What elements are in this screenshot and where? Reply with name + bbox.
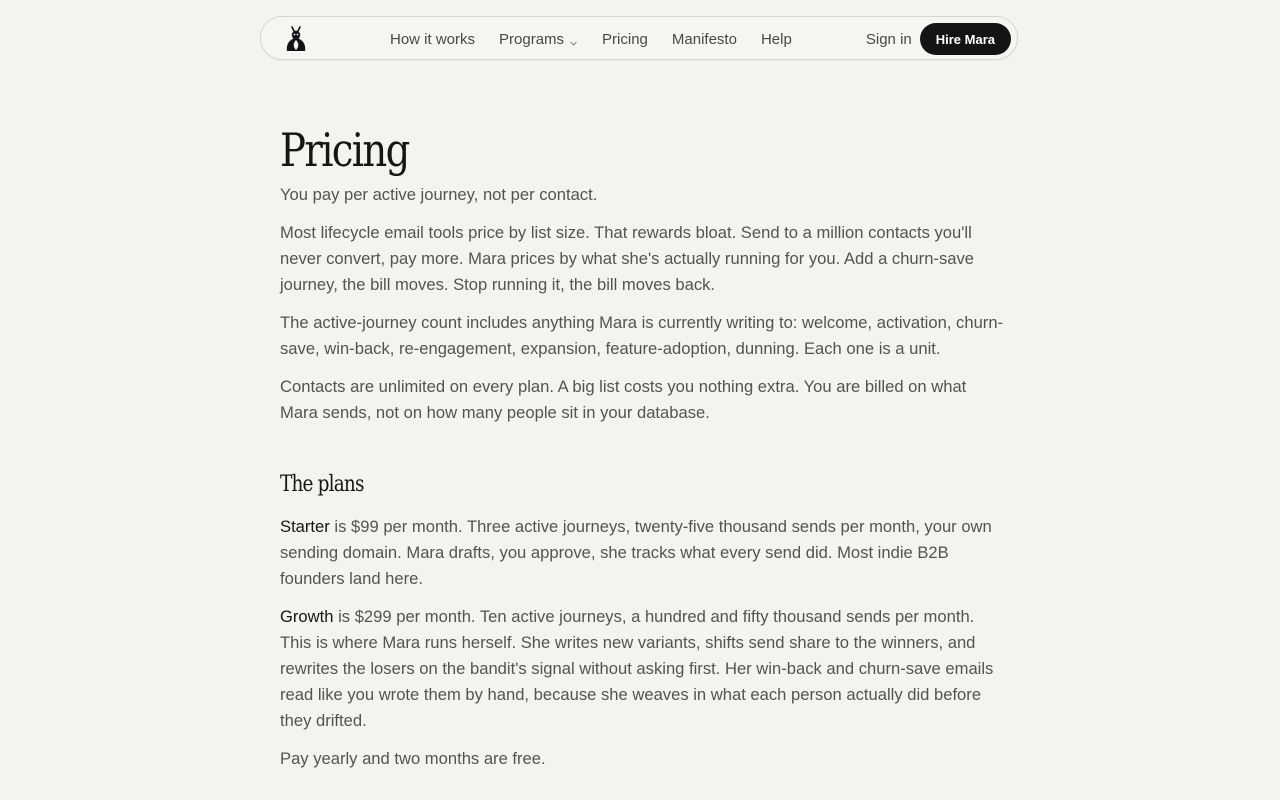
page-title: Pricing <box>280 123 409 177</box>
pricing-content <box>280 118 1004 784</box>
plan-growth-text: is $299 per month. Ten active journeys, a hundred and fifty thousand sends per month. This is where Mara runs herself. She writes new variants, shifts send share to the winners, and rewrites the losers on the bandit's signal without asking first. Her win-back and churn-save emails read like you wrote them by hand, because she weaves in what each person actually did before they drifted. <box>280 607 994 730</box>
page-subtitle: You pay per active journey, not per contact. <box>280 185 598 204</box>
nav-link-help[interactable]: Help <box>760 30 792 48</box>
intro-paragraph-1: Most lifecycle email tools price by list size. That rewards bloat. Send to a million contacts you'll never convert, pay more. Mara prices by what she's actually running for you. Add a churn-save journey, the bill moves. Stop running it, the bill moves back. <box>280 223 974 294</box>
nav-link-pricing[interactable]: Pricing <box>602 30 648 48</box>
nav-link-programs[interactable] <box>499 31 578 48</box>
sign-in-link[interactable]: Sign in <box>865 30 912 48</box>
plan-starter <box>280 514 1004 592</box>
nav-link-manifesto[interactable]: Manifesto <box>671 30 737 48</box>
plan-starter-name: Starter <box>280 517 330 536</box>
hire-mara-button[interactable]: Hire Mara <box>920 23 1011 55</box>
plans-heading: The plans <box>280 472 364 497</box>
plan-starter-text: is $99 per month. Three active journeys, twenty-five thousand sends per month, your own sending domain. Mara drafts, you approve, she tracks what every send did. Most indie B2B founders land here. <box>280 517 992 588</box>
intro-paragraph-2: The active-journey count includes anything Mara is currently writing to: welcome, activation, churn-save, win-back, re-engagement, expansion, feature-adoption, dunning. Each one is a unit. <box>280 313 1004 358</box>
chevron-down-icon <box>569 35 578 44</box>
nav-links <box>390 17 816 61</box>
mara-logo-icon[interactable] <box>283 25 309 53</box>
nav-link-programs-label: Programs <box>499 30 565 48</box>
plan-growth-name: Growth <box>280 607 334 626</box>
nav-actions <box>866 17 1011 61</box>
nav-link-how-it-works[interactable]: How it works <box>390 30 476 48</box>
top-nav <box>260 16 1018 60</box>
plan-growth <box>280 604 1004 734</box>
yearly-note: Pay yearly and two months are free. <box>280 749 546 768</box>
intro-paragraph-3: Contacts are unlimited on every plan. A big list costs you nothing extra. You are billed on what Mara sends, not on how many people sit in your database. <box>280 377 967 422</box>
